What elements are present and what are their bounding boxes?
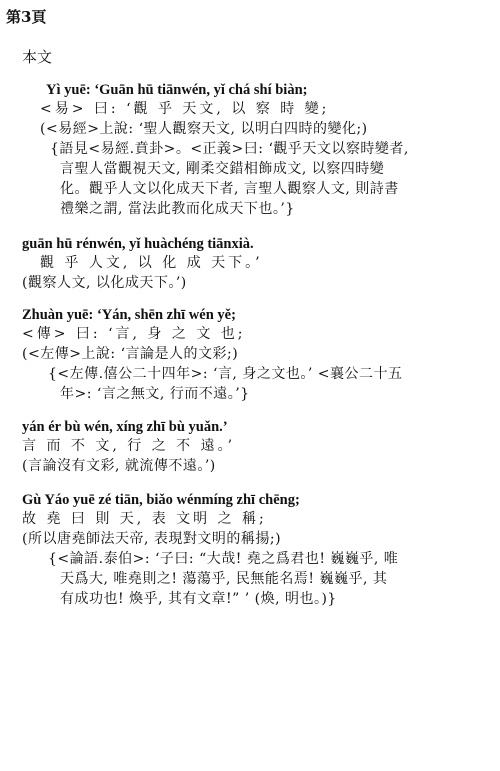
text-line: 觀 乎 人文, 以 化 成 天下。’: [40, 255, 263, 271]
commentary-line: {<左傳.僖公二十四年>: ‘言, 身之文也。’ <襄公二十五: [48, 366, 403, 382]
translation-line: (觀察人文, 以化成天下。’): [22, 275, 187, 291]
pinyin-line: Yì yuē: ‘Guān hū tiānwén, yǐ chá shí biàn;: [46, 82, 308, 98]
commentary-line: 年>: ‘言之無文, 行而不遠。’}: [60, 386, 250, 402]
text-line: 故 堯 曰 則 天, 表 文明 之 稱;: [22, 511, 267, 527]
page-number: 第3頁: [6, 8, 47, 26]
commentary-line: 禮樂之謂, 當法此教而化成天下也。’}: [60, 201, 295, 217]
commentary-line: 言聖人當觀視天文, 剛柔交錯相飾成文, 以察四時變: [60, 161, 385, 177]
commentary-line: {語見<易經.賁卦>。<正義>曰: ‘觀乎天文以察時變者,: [50, 141, 409, 157]
translation-line: (<易經>上說: ‘聖人觀察天文, 以明白四時的變化;): [40, 121, 368, 137]
section-heading: 本文: [22, 48, 53, 66]
pinyin-line: Gù Yáo yuē zé tiān, biǎo wénmíng zhī chēng;: [22, 492, 300, 508]
translation-line: (所以唐堯師法天帝, 表現對文明的稱揚;): [22, 531, 282, 547]
commentary-line: 天爲大, 唯堯則之! 蕩蕩乎, 民無能名焉! 巍巍乎, 其: [60, 571, 388, 587]
commentary-line: {<論語.泰伯>: ‘子曰: “大哉! 堯之爲君也! 巍巍乎, 唯: [48, 551, 399, 567]
pinyin-line: Zhuàn yuē: ‘Yán, shēn zhī wén yě;: [22, 307, 236, 323]
pinyin-line: guān hū rénwén, yǐ huàchéng tiānxià.: [22, 236, 254, 252]
text-line: <易> 曰: ‘觀 乎 天文, 以 察 時 變;: [40, 101, 330, 117]
text-line: <傳> 曰: ‘言, 身 之 文 也;: [22, 326, 246, 342]
text-line: 言 而 不 文, 行 之 不 遠。’: [22, 438, 236, 454]
commentary-line: 化。觀乎人文以化成天下者, 言聖人觀察人文, 則詩書: [60, 181, 399, 197]
pinyin-line: yán ér bù wén, xíng zhī bù yuǎn.’: [22, 419, 228, 435]
commentary-line: 有成功也! 煥乎, 其有文章!” ’ (煥, 明也。)}: [60, 591, 337, 607]
translation-line: (言論沒有文彩, 就流傳不遠。’): [22, 458, 216, 474]
translation-line: (<左傳>上說: ‘言論是人的文彩;): [22, 346, 239, 362]
